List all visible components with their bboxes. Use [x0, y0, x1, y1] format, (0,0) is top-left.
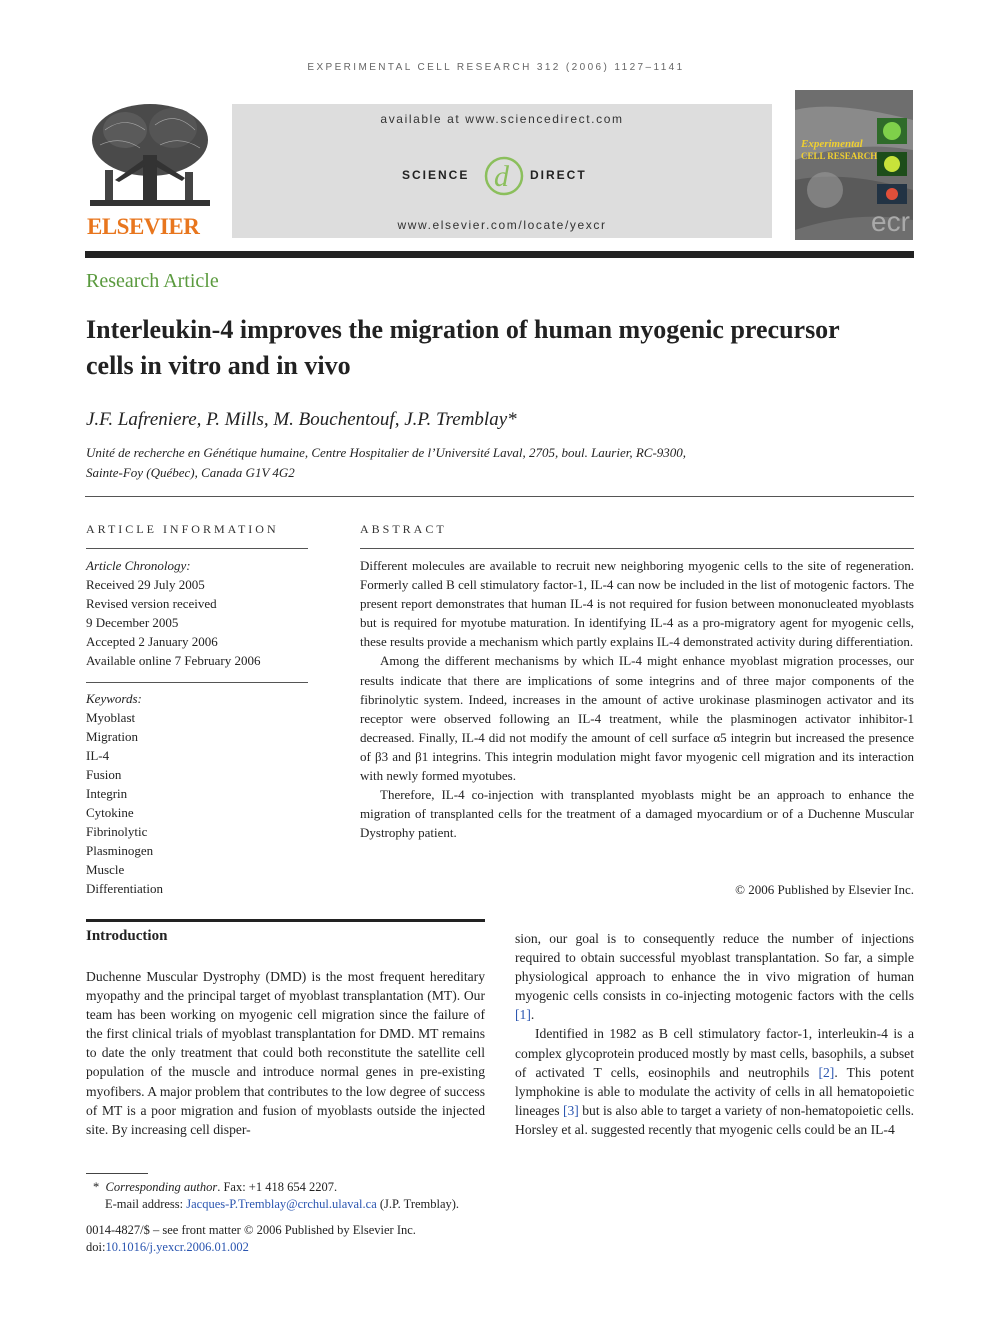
- keyword-item: Cytokine: [86, 805, 134, 820]
- abstract-divider: [360, 548, 914, 549]
- body-paragraph: [515, 929, 914, 1024]
- body-text: Identified in 1982 as B cell stimulatory factor-1, interleukin-4 is a complex glycoprotein produced mostly by mast cells, basophils, a subset of activated T cells, eosinophils and neutrophils: [515, 1026, 914, 1080]
- abstract-copyright: © 2006 Published by Elsevier Inc.: [735, 882, 914, 897]
- issn-line: 0014-4827/$ – see front matter © 2006 Published by Elsevier Inc.: [86, 1223, 416, 1237]
- elsevier-logo[interactable]: [85, 100, 215, 242]
- keyword-item: IL-4: [86, 748, 110, 763]
- sd-brand-right: DIRECT: [530, 168, 587, 182]
- affiliation-line: Unité de recherche en Génétique humaine, Centre Hospitalier de l’Université Laval, 2705, boul. Laurier, RC-9300,: [86, 445, 687, 460]
- introduction-heading: Introduction: [86, 928, 168, 944]
- chronology-item: Available online 7 February 2006: [86, 653, 261, 668]
- keyword-item: Integrin: [86, 786, 128, 801]
- keywords-label: Keywords:: [86, 691, 142, 706]
- chronology-item: Accepted 2 January 2006: [86, 634, 218, 649]
- chronology-item: Revised version received: [86, 596, 217, 611]
- section-divider: [85, 496, 914, 497]
- author-list[interactable]: J.F. Lafreniere, P. Mills, M. Bouchentouf, J.P. Tremblay*: [86, 409, 517, 430]
- body-text: sion, our goal is to consequently reduce the number of injections required to obtain successful myoblast transplantation. So far, a simple physiological approach to enhance the in vivo migration of human myogenic cells consists in co-injecting motogenic factors with the cells: [515, 931, 914, 1004]
- keywords-list: [86, 689, 308, 898]
- keywords-divider: [86, 682, 308, 683]
- abstract-body: [360, 556, 914, 842]
- doi-label: doi:: [86, 1240, 106, 1254]
- sciencedirect-available-text[interactable]: available at www.sciencedirect.com: [380, 112, 624, 126]
- abstract-paragraph: Therefore, IL-4 co-injection with transplanted myoblasts might be an approach to enhance the migration of transplanted cells for the treatment of a damaged myocardium or of a Duchenne Muscular Dystrophy patient.: [360, 787, 914, 841]
- corresponding-author-footnote: [93, 1178, 337, 1196]
- article-category: Research Article: [86, 270, 219, 292]
- tree-emblem-icon: [85, 100, 215, 212]
- abstract-heading: ABSTRACT: [360, 522, 447, 536]
- footnote-text: . Fax: +1 418 654 2207.: [217, 1180, 338, 1194]
- header-divider: [85, 251, 914, 258]
- chronology-item: 9 December 2005: [86, 615, 179, 630]
- article-title: Interleukin-4 improves the migration of human myogenic precursor cells in vitro and in vivo: [86, 315, 840, 380]
- citation-link[interactable]: [1]: [515, 1007, 531, 1023]
- sd-at-symbol-icon: [482, 148, 526, 198]
- footnote-mark: *: [93, 1180, 100, 1194]
- affiliation: [86, 443, 806, 483]
- footnote-rule: [86, 1173, 148, 1174]
- email-tail: (J.P. Tremblay).: [376, 1197, 460, 1211]
- citation-link[interactable]: [3]: [562, 1102, 579, 1118]
- email-label: E-mail address:: [105, 1197, 187, 1211]
- body-text: . This potent lymphokine is able to modulate the activity of cells in all hematopoietic lineages: [515, 1064, 914, 1118]
- citation-link[interactable]: [2]: [818, 1064, 835, 1080]
- journal-cover-image[interactable]: [795, 90, 913, 240]
- doi-link[interactable]: 10.1016/j.yexcr.2006.01.002: [105, 1240, 249, 1254]
- email-footnote: [105, 1195, 459, 1213]
- body-column-left: [86, 967, 485, 1139]
- cover-monogram: ecr: [871, 206, 910, 237]
- keyword-item: Migration: [86, 729, 138, 744]
- elsevier-wordmark: ELSEVIER: [87, 214, 200, 239]
- keyword-item: Differentiation: [86, 881, 164, 896]
- cover-title-line1: Experimental: [801, 138, 863, 150]
- sciencedirect-banner: [232, 104, 772, 238]
- keyword-item: Myoblast: [86, 710, 136, 725]
- footnote-label: Corresponding author: [105, 1180, 218, 1194]
- svg-text:d: d: [494, 160, 509, 193]
- keyword-item: Fusion: [86, 767, 122, 782]
- keyword-item: Fibrinolytic: [86, 824, 148, 839]
- journal-citation-line: EXPERIMENTAL CELL RESEARCH 312 (2006) 1127–1141: [307, 62, 685, 73]
- introduction-rule: [86, 919, 485, 922]
- keyword-item: Plasminogen: [86, 843, 154, 858]
- article-info-heading: ARTICLE INFORMATION: [86, 522, 279, 536]
- sciencedirect-logo: [232, 152, 772, 202]
- email-link[interactable]: Jacques-P.Tremblay@crchul.ulaval.ca: [186, 1197, 377, 1211]
- body-paragraph: [515, 1024, 914, 1139]
- affiliation-line: Sainte-Foy (Québec), Canada G1V 4G2: [86, 465, 295, 480]
- doi-line: [86, 1239, 249, 1256]
- chronology-label: Article Chronology:: [86, 558, 191, 573]
- body-text: .: [530, 1007, 535, 1023]
- abstract-paragraph: Different molecules are available to recruit new neighboring myogenic cells to the site of regeneration. Formerly called B cell stimulatory factor-1, IL-4 can now be included in the list of motogenic factors. The present report demonstrates that human IL-4 is not required for fusion between mononucleated myoblasts but is required for myotube maturation. In identifying IL-4 as a pro-migratory agent for myogenic cells, these results provide a mechanism which partly explains IL-4 demonstrated activity during differentiation.: [360, 558, 914, 650]
- journal-homepage-url[interactable]: www.elsevier.com/locate/yexcr: [397, 218, 607, 232]
- keyword-item: Muscle: [86, 862, 125, 877]
- sd-brand-left: SCIENCE: [402, 168, 470, 182]
- body-text: but is also able to target a variety of non-hematopoietic cells. Horsley et al. suggested recently that myogenic cells could be an IL-4: [515, 1102, 915, 1137]
- cover-title-line2: CELL RESEARCH: [801, 151, 878, 161]
- body-paragraph: Duchenne Muscular Dystrophy (DMD) is the most frequent hereditary myopathy and the principal target of myoblast transplantation (MT). Our team has been working on myogenic cell migration since the failure of the first clinical trials of myoblast transplantation for DMD. MT remains to date the only treatment that could both reconstitute the satellite cell population of the muscle and introduce normal genes in pre-existing myofibers. A major problem that contributes to the low degree of success of MT is a poor migration and fusion of myoblasts outside the injected site. By increasing cell disper-: [86, 969, 485, 1137]
- article-chronology: [86, 556, 308, 670]
- chronology-item: Received 29 July 2005: [86, 577, 205, 592]
- abstract-paragraph: Among the different mechanisms by which IL-4 might enhance myoblast migration processes, our results indicate that there are implications of some integrins and of three major components of the fibrinolytic system. Indeed, increases in the amount of active urokinase plasminogen activator and its receptor were observed following an IL-4 treatment, while the plasminogen activator inhibitor-1 decreased. Finally, IL-4 did not modify the amount of cell surface α5 integrin but increased the presence of β3 and β1 integrins. This integrin modulation might favor myogenic cell migration and its interaction with newly formed myotubes.: [360, 653, 914, 784]
- body-column-right: [515, 929, 914, 1139]
- article-info-divider: [86, 548, 308, 549]
